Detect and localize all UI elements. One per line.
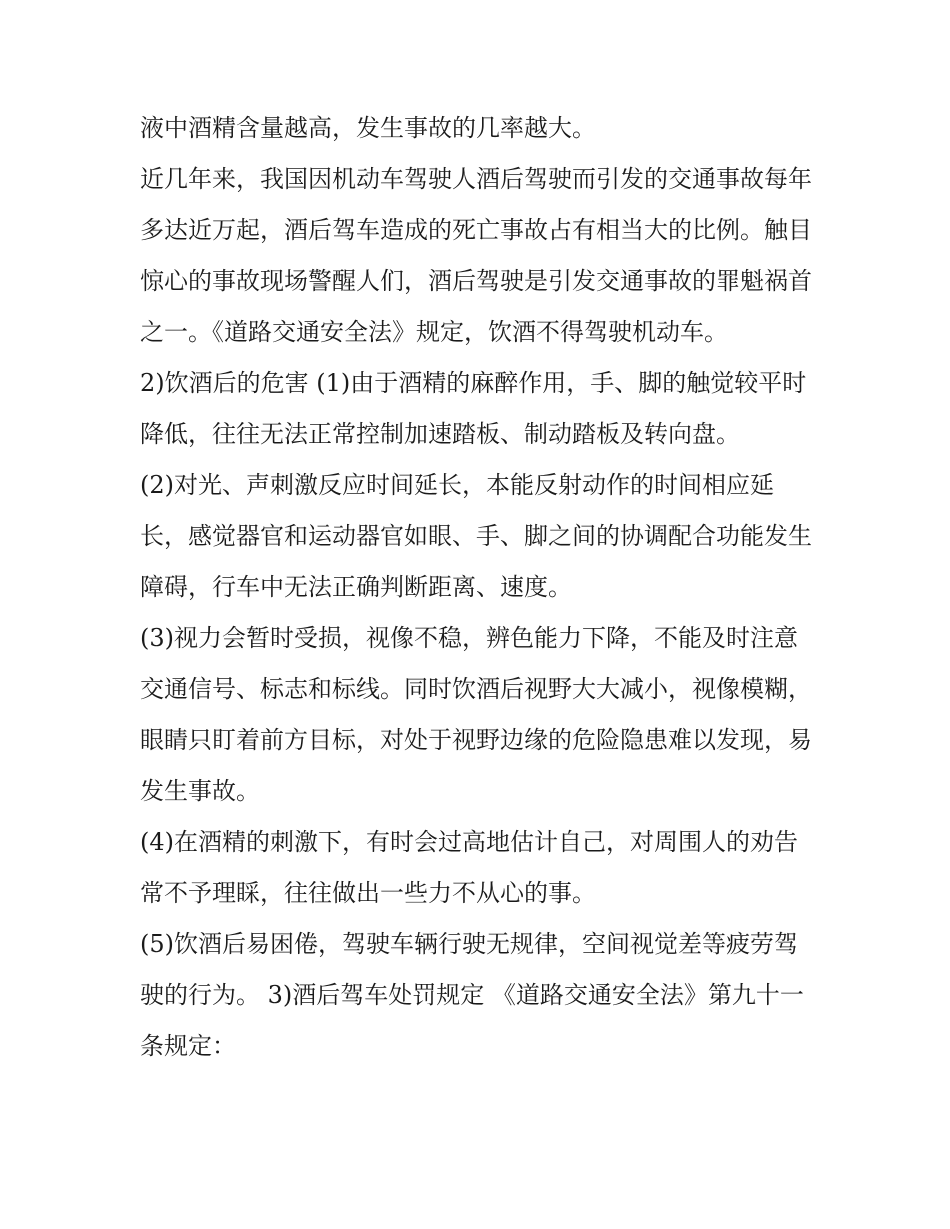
document-page: [140, 103, 820, 1072]
paragraph-3: 2)饮酒后的危害 (1)由于酒精的麻醉作用，手、脚的触觉较平时降低，往往无法正常控制加速踏板、制动踏板及转向盘。: [140, 369, 807, 448]
paragraph-5: (3)视力会暂时受损，视像不稳，辨色能力下降，不能及时注意交通信号、标志和标线。同时饮酒后视野大大减小，视像模糊，眼睛只盯着前方目标，对处于视野边缘的危险隐患难以发现，易发生事故。: [140, 624, 812, 805]
paragraph-2: 近几年来，我国因机动车驾驶人酒后驾驶而引发的交通事故每年多达近万起，酒后驾车造成的死亡事故占有相当大的比例。触目惊心的事故现场警醒人们，酒后驾驶是引发交通事故的罪魁祸首之一。《道路交通安全法》规定，饮酒不得驾驶机动车。: [140, 165, 812, 346]
paragraph-1: 液中酒精含量越高，发生事故的几率越大。: [140, 114, 596, 142]
paragraph-4: (2)对光、声刺激反应时间延长，本能反射动作的时间相应延长，感觉器官和运动器官如眼、手、脚之间的协调配合功能发生障碍，行车中无法正确判断距离、速度。: [140, 471, 812, 601]
paragraph-7: (5)饮酒后易困倦，驾驶车辆行驶无规律，空间视觉差等疲劳驾驶的行为。 3)酒后驾车处罚规定 《道路交通安全法》第九十一条规定：: [140, 930, 804, 1060]
paragraph-6: (4)在酒精的刺激下，有时会过高地估计自己，对周围人的劝告常不予理睬，往往做出一些力不从心的事。: [140, 828, 798, 907]
